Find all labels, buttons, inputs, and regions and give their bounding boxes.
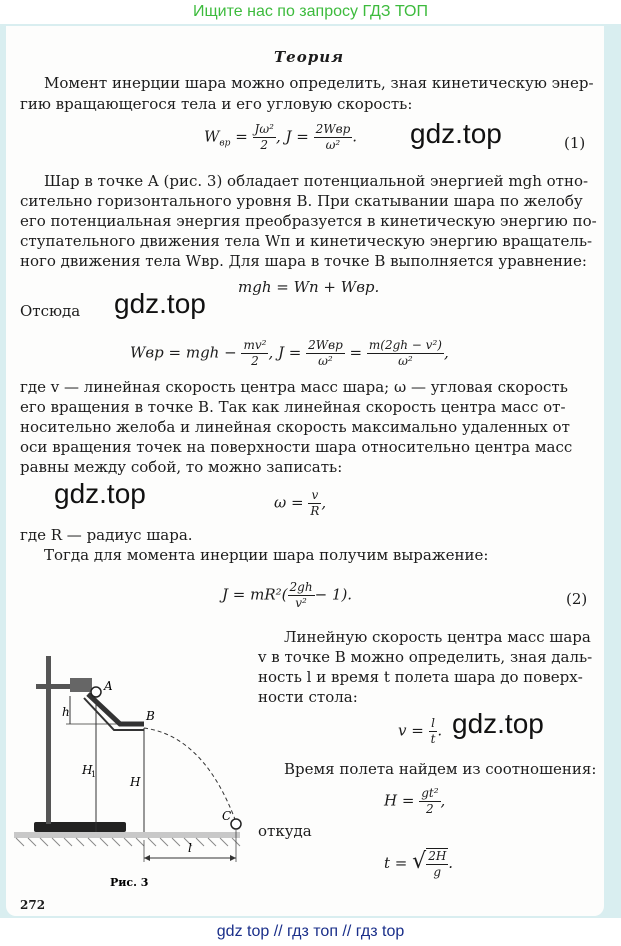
paragraph-line: оси вращения точек на поверхности шара относительно центра масс [20,438,573,456]
paragraph-line: Линейную скорость центра масс шара [284,628,591,646]
table-hatching [16,838,240,846]
top-banner[interactable]: Ищите нас по запросу ГДЗ ТОП [0,0,621,24]
equation-time: t = √ $\frac{2H}{g}$ . [384,849,454,879]
textbook-page [6,26,604,916]
watermark: gdz.top [452,708,544,739]
paragraph-line: ность l и время t полета шара до поверх- [258,668,583,686]
paragraph-line: ного движения тела Wвр. Для шара в точке B выполняется уравнение: [20,252,587,270]
arrow-left [144,855,150,861]
clamp-holder [70,678,92,692]
paragraph-line: v в точке B можно определить, зная даль- [258,648,593,666]
equation-2: J = mR²( $\frac{2gh}{\text{v²}}$ − 1). [222,580,353,610]
equation-omega: ω = $\frac{v}{R}$ , [274,488,327,518]
ball-C [231,819,241,829]
label-A: A [104,679,113,693]
label-h: h [62,705,70,719]
watermark: gdz.top [114,288,206,319]
ball-A [91,687,101,697]
paragraph-line: откуда [258,822,312,840]
watermark: gdz.top [410,118,502,149]
label-l: l [188,841,192,855]
equation-1: $W_{вр}$ = $\frac{\text{Jω²}}{2}$ , J = 2Wвр ω² . [204,122,358,152]
paragraph-line: Время полета найдем из соотношения: [284,760,597,778]
trajectory [144,728,236,822]
arrow-right [230,855,236,861]
equation-number: (2) [566,590,588,608]
figure-3 [14,636,246,896]
paragraph-line: носительно желоба и линейная скорость максимально удаленных от [20,418,570,436]
paragraph-line: Отсюда [20,302,81,320]
equation-energy: mgh = Wп + Wвр. [238,278,380,296]
table-surface [14,832,240,838]
paragraph-line: где R — радиус шара. [20,526,193,544]
paragraph-line: Шар в точке A (рис. 3) обладает потенциальной энергией mgh отно- [44,172,589,190]
label-B: B [146,709,155,723]
paragraph-line: равны между собой, то можно записать: [20,458,343,476]
label-H: H [130,775,141,789]
section-title: Теория [274,48,345,66]
paragraph-line: где v — линейная скорость центра масс шара; ω — угловая скорость [20,378,568,396]
page-number: 272 [20,898,46,912]
paragraph-line: его вращения в точке B. Так как линейная скорость центра масс от- [20,398,566,416]
paragraph-line: ности стола: [258,688,358,706]
paragraph-line: гию вращающегося тела и его угловую скорость: [20,95,413,113]
figure-caption: Рис. 3 [110,876,149,889]
bottom-banner[interactable]: gdz top // гдз топ // гдз top [0,918,621,946]
label-H1: H [82,763,93,777]
label-H1-sub: 1 [91,770,97,779]
label-C: C [222,809,232,823]
equation-rotational-energy: Wвр = mgh − $\frac{\text{mv²}}{2}$ , J = 2Wвр ω² = $\frac{\text{m(2gh − v²)}}{\text{ω²}}$ , [130,338,449,368]
equation-number: (1) [564,134,586,152]
stand-rod [46,656,51,824]
paragraph-line: сительно горизонтального уровня B. При скатывании шара по желобу [20,192,583,210]
equation-height: H = $\frac{\text{gt²}}{2}$ , [384,786,446,816]
paragraph-line: его потенциальная энергия преобразуется в кинетическую энергию по- [20,212,597,230]
watermark: gdz.top [54,478,146,509]
paragraph-line: Тогда для момента инерции шара получим выражение: [44,546,489,564]
equation-velocity: v = $\frac{l}{t}$ . [398,716,443,746]
paragraph-line: Момент инерции шара можно определить, зная кинетическую энер- [44,74,594,92]
paragraph-line: ступательного движения тела Wп и кинетическую энергию вращатель- [20,232,593,250]
